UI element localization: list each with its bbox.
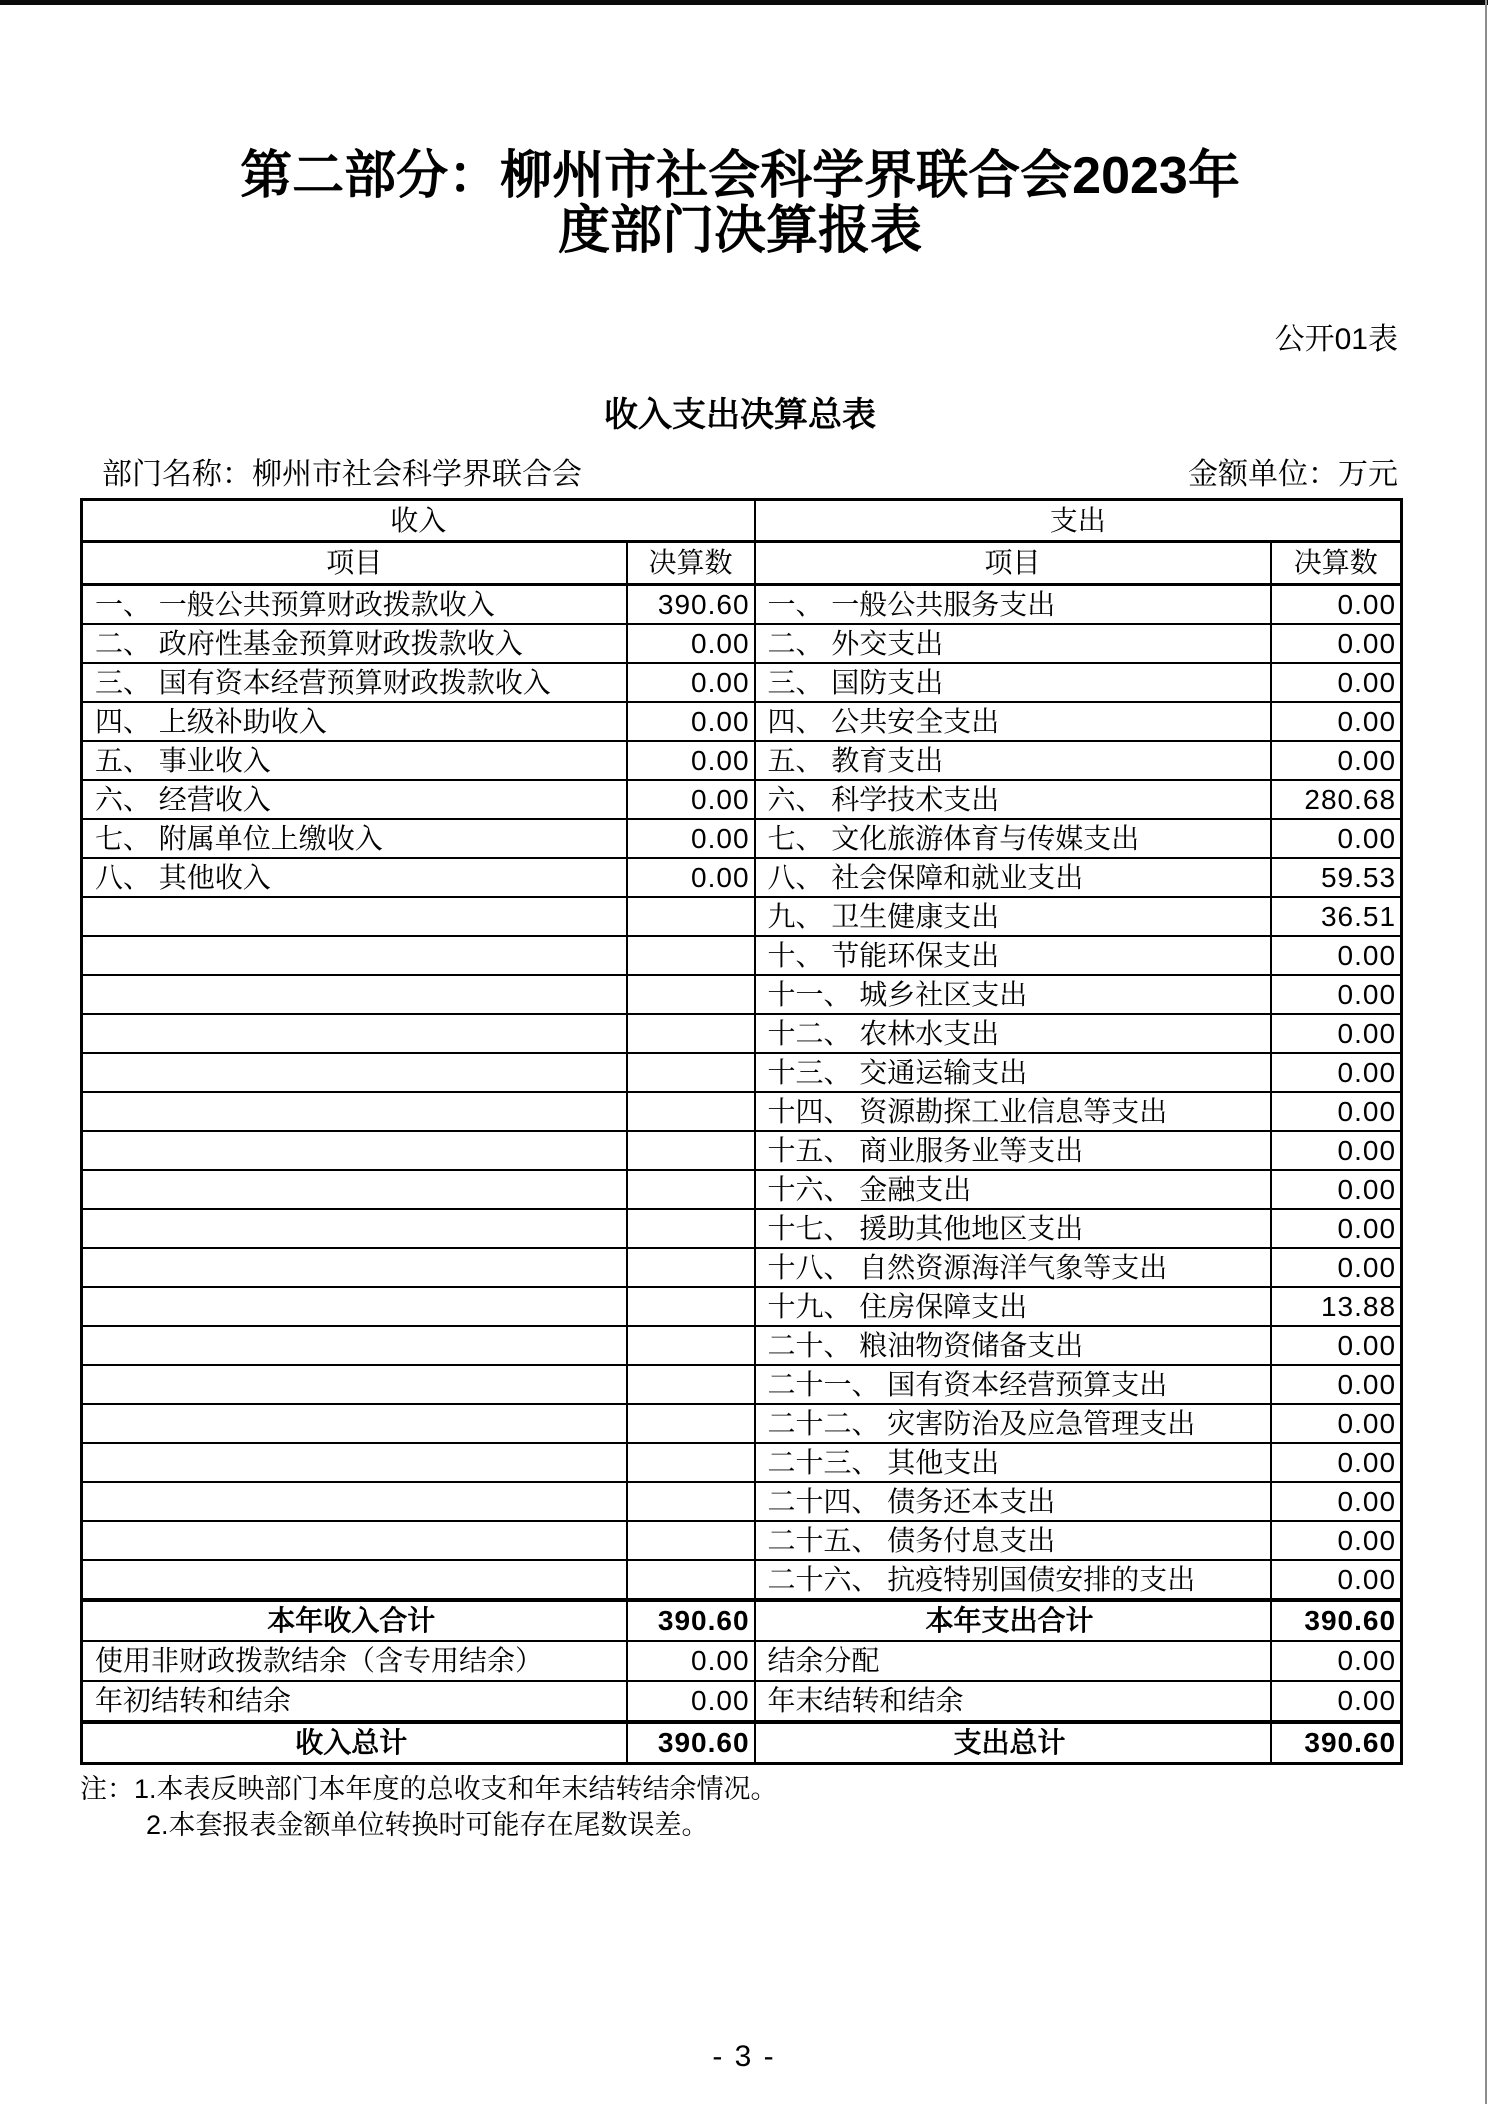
income-amount-cell: 0.00: [627, 1641, 755, 1681]
expense-amount-cell: 390.60: [1271, 1600, 1402, 1641]
expense-amount-cell: 0.00: [1271, 741, 1402, 780]
income-item-cell: [82, 1170, 627, 1209]
scan-edge-right: [1485, 0, 1487, 2104]
table-row: [82, 1287, 1402, 1326]
table-row: [82, 1053, 1402, 1092]
income-item-cell: 五、 事业收入: [82, 741, 627, 780]
expense-item-cell: 支出总计: [755, 1722, 1271, 1764]
expense-item-cell: 十五、 商业服务业等支出: [755, 1131, 1271, 1170]
income-item-cell: 使用非财政拨款结余（含专用结余）: [82, 1641, 627, 1681]
income-amount-cell: 0.00: [627, 1681, 755, 1722]
table-row: [82, 936, 1402, 975]
income-item-cell: 六、 经营收入: [82, 780, 627, 819]
income-amount-cell: [627, 897, 755, 936]
table-row: [82, 1326, 1402, 1365]
income-item-cell: [82, 1521, 627, 1560]
income-item-cell: [82, 1209, 627, 1248]
income-amount-cell: [627, 1092, 755, 1131]
page-title-line1: 第二部分：柳州市社会科学界联合会2023年: [240, 147, 1240, 205]
table-row: [82, 1014, 1402, 1053]
income-item-cell: [82, 936, 627, 975]
form-code-label: 公开01表: [1274, 323, 1398, 356]
table-row: [82, 663, 1402, 702]
expense-amount-cell: 390.60: [1271, 1722, 1402, 1764]
income-amount-cell: [627, 1521, 755, 1560]
expense-amount-cell: 0.00: [1271, 1326, 1402, 1365]
expense-amount-cell: 0.00: [1271, 1092, 1402, 1131]
expense-item-cell: 十一、 城乡社区支出: [755, 975, 1271, 1014]
income-item-header: 项目: [82, 542, 627, 585]
income-item-cell: 二、 政府性基金预算财政拨款收入: [82, 624, 627, 663]
expense-item-cell: 二十六、 抗疫特别国债安排的支出: [755, 1560, 1271, 1600]
income-amount-cell: 390.60: [627, 1722, 755, 1764]
table-meta-row: [80, 455, 1400, 495]
income-item-cell: 八、 其他收入: [82, 858, 627, 897]
expense-item-cell: 二、 外交支出: [755, 624, 1271, 663]
expense-amount-cell: 0.00: [1271, 1521, 1402, 1560]
amount-unit-label: 金额单位：万元: [1188, 458, 1398, 491]
note-line-2: 2.本套报表金额单位转换时可能存在尾数误差。: [146, 1810, 709, 1840]
expense-item-cell: 十六、 金融支出: [755, 1170, 1271, 1209]
income-amount-cell: 0.00: [627, 624, 755, 663]
income-amount-cell: 0.00: [627, 741, 755, 780]
income-amount-cell: [627, 1209, 755, 1248]
expense-amount-cell: 0.00: [1271, 819, 1402, 858]
income-amount-cell: [627, 1443, 755, 1482]
table-row: [82, 1092, 1402, 1131]
expense-amount-cell: 59.53: [1271, 858, 1402, 897]
income-amount-cell: 390.60: [627, 585, 755, 625]
expense-amount-cell: 280.68: [1271, 780, 1402, 819]
table-row: [82, 702, 1402, 741]
note-line-1: 注：1.本表反映部门本年度的总收支和年末结转结余情况。: [80, 1774, 778, 1804]
expense-amount-cell: 0.00: [1271, 1681, 1402, 1722]
income-item-cell: [82, 1287, 627, 1326]
expense-item-cell: 结余分配: [755, 1641, 1271, 1681]
income-item-cell: [82, 975, 627, 1014]
table-row: [82, 858, 1402, 897]
expense-item-cell: 二十一、 国有资本经营预算支出: [755, 1365, 1271, 1404]
table-row: [82, 1131, 1402, 1170]
expense-item-cell: 十七、 援助其他地区支出: [755, 1209, 1271, 1248]
expense-section-header: 支出: [755, 500, 1402, 542]
income-item-cell: [82, 1092, 627, 1131]
income-item-cell: [82, 1404, 627, 1443]
table-title: 收入支出决算总表: [604, 396, 876, 434]
income-item-cell: 收入总计: [82, 1722, 627, 1764]
page-title-line2: 度部门决算报表: [557, 202, 922, 260]
table-row: [82, 1209, 1402, 1248]
expense-item-cell: 二十三、 其他支出: [755, 1443, 1271, 1482]
income-item-cell: 七、 附属单位上缴收入: [82, 819, 627, 858]
income-amount-cell: [627, 975, 755, 1014]
expense-amount-cell: 0.00: [1271, 975, 1402, 1014]
table-row: [82, 585, 1402, 625]
table-row: [82, 897, 1402, 936]
table-column-header-row: [82, 542, 1402, 585]
table-row: [82, 624, 1402, 663]
expense-item-cell: 十八、 自然资源海洋气象等支出: [755, 1248, 1271, 1287]
expense-item-cell: 十三、 交通运输支出: [755, 1053, 1271, 1092]
expense-amount-cell: 0.00: [1271, 1443, 1402, 1482]
income-item-cell: [82, 1560, 627, 1600]
table-row: [82, 780, 1402, 819]
expense-item-cell: 一、 一般公共服务支出: [755, 585, 1271, 625]
expense-amount-cell: 0.00: [1271, 1560, 1402, 1600]
income-item-cell: 一、 一般公共预算财政拨款收入: [82, 585, 627, 625]
page-number: - 3 -: [712, 2040, 776, 2073]
income-amount-cell: [627, 1365, 755, 1404]
table-row: [82, 1170, 1402, 1209]
income-amount-cell: 0.00: [627, 663, 755, 702]
income-item-cell: [82, 1131, 627, 1170]
income-item-cell: [82, 897, 627, 936]
expense-item-cell: 六、 科学技术支出: [755, 780, 1271, 819]
expense-item-cell: 十二、 农林水支出: [755, 1014, 1271, 1053]
expense-item-header: 项目: [755, 542, 1271, 585]
income-item-cell: [82, 1482, 627, 1521]
expense-amount-cell: 0.00: [1271, 1482, 1402, 1521]
income-amount-cell: [627, 1248, 755, 1287]
expense-item-cell: 七、 文化旅游体育与传媒支出: [755, 819, 1271, 858]
expense-item-cell: 十四、 资源勘探工业信息等支出: [755, 1092, 1271, 1131]
expense-amount-cell: 13.88: [1271, 1287, 1402, 1326]
income-amount-cell: [627, 1404, 755, 1443]
income-item-cell: [82, 1326, 627, 1365]
income-amount-cell: [627, 1560, 755, 1600]
income-item-cell: 三、 国有资本经营预算财政拨款收入: [82, 663, 627, 702]
table-row: [82, 1482, 1402, 1521]
expense-item-cell: 二十、 粮油物资储备支出: [755, 1326, 1271, 1365]
income-item-cell: 年初结转和结余: [82, 1681, 627, 1722]
expense-item-cell: 三、 国防支出: [755, 663, 1271, 702]
expense-amount-cell: 0.00: [1271, 1641, 1402, 1681]
income-item-cell: [82, 1053, 627, 1092]
income-amount-cell: 0.00: [627, 780, 755, 819]
expense-amount-cell: 0.00: [1271, 1365, 1402, 1404]
expense-amount-cell: 0.00: [1271, 1053, 1402, 1092]
table-row: [82, 1521, 1402, 1560]
expense-item-cell: 九、 卫生健康支出: [755, 897, 1271, 936]
budget-summary-table: [80, 498, 1403, 1765]
expense-item-cell: 二十四、 债务还本支出: [755, 1482, 1271, 1521]
table-section-header-row: [82, 500, 1402, 542]
expense-amount-cell: 0.00: [1271, 1014, 1402, 1053]
table-row: [82, 1443, 1402, 1482]
expense-item-cell: 二十二、 灾害防治及应急管理支出: [755, 1404, 1271, 1443]
expense-item-cell: 二十五、 债务付息支出: [755, 1521, 1271, 1560]
income-amount-cell: [627, 1287, 755, 1326]
income-section-header: 收入: [82, 500, 755, 542]
table-row: [82, 1560, 1402, 1600]
expense-amount-cell: 0.00: [1271, 1404, 1402, 1443]
page-content: [80, 0, 1400, 1843]
table-notes: [80, 1771, 1400, 1843]
table-row: [82, 1365, 1402, 1404]
table-summary-row: [82, 1722, 1402, 1764]
income-amount-cell: [627, 1131, 755, 1170]
income-amount-header: 决算数: [627, 542, 755, 585]
table-row: [82, 975, 1402, 1014]
income-amount-cell: [627, 1482, 755, 1521]
income-item-cell: 本年收入合计: [82, 1600, 627, 1641]
expense-item-cell: 十、 节能环保支出: [755, 936, 1271, 975]
expense-amount-cell: 0.00: [1271, 936, 1402, 975]
income-amount-cell: 390.60: [627, 1600, 755, 1641]
income-item-cell: [82, 1248, 627, 1287]
income-item-cell: [82, 1365, 627, 1404]
table-summary-row: [82, 1681, 1402, 1722]
expense-item-cell: 本年支出合计: [755, 1600, 1271, 1641]
expense-item-cell: 八、 社会保障和就业支出: [755, 858, 1271, 897]
expense-amount-cell: 0.00: [1271, 1248, 1402, 1287]
income-amount-cell: 0.00: [627, 702, 755, 741]
table-row: [82, 1248, 1402, 1287]
income-item-cell: [82, 1443, 627, 1482]
expense-amount-cell: 0.00: [1271, 1131, 1402, 1170]
income-amount-cell: 0.00: [627, 858, 755, 897]
table-summary-row: [82, 1600, 1402, 1641]
expense-item-cell: 五、 教育支出: [755, 741, 1271, 780]
table-body: [82, 585, 1402, 1764]
income-amount-cell: [627, 1170, 755, 1209]
income-item-cell: 四、 上级补助收入: [82, 702, 627, 741]
expense-amount-cell: 0.00: [1271, 1170, 1402, 1209]
expense-item-cell: 四、 公共安全支出: [755, 702, 1271, 741]
table-summary-row: [82, 1641, 1402, 1681]
expense-amount-cell: 0.00: [1271, 702, 1402, 741]
expense-amount-cell: 0.00: [1271, 585, 1402, 625]
expense-amount-cell: 0.00: [1271, 624, 1402, 663]
expense-amount-cell: 36.51: [1271, 897, 1402, 936]
table-row: [82, 741, 1402, 780]
page-title: [80, 149, 1400, 259]
income-amount-cell: [627, 1014, 755, 1053]
expense-item-cell: 十九、 住房保障支出: [755, 1287, 1271, 1326]
income-item-cell: [82, 1014, 627, 1053]
dept-name-label: 部门名称：柳州市社会科学界联合会: [102, 458, 582, 491]
expense-amount-cell: 0.00: [1271, 1209, 1402, 1248]
expense-item-cell: 年末结转和结余: [755, 1681, 1271, 1722]
table-row: [82, 819, 1402, 858]
table-row: [82, 1404, 1402, 1443]
income-amount-cell: [627, 1053, 755, 1092]
expense-amount-header: 决算数: [1271, 542, 1402, 585]
income-amount-cell: [627, 936, 755, 975]
income-amount-cell: 0.00: [627, 819, 755, 858]
income-amount-cell: [627, 1326, 755, 1365]
expense-amount-cell: 0.00: [1271, 663, 1402, 702]
